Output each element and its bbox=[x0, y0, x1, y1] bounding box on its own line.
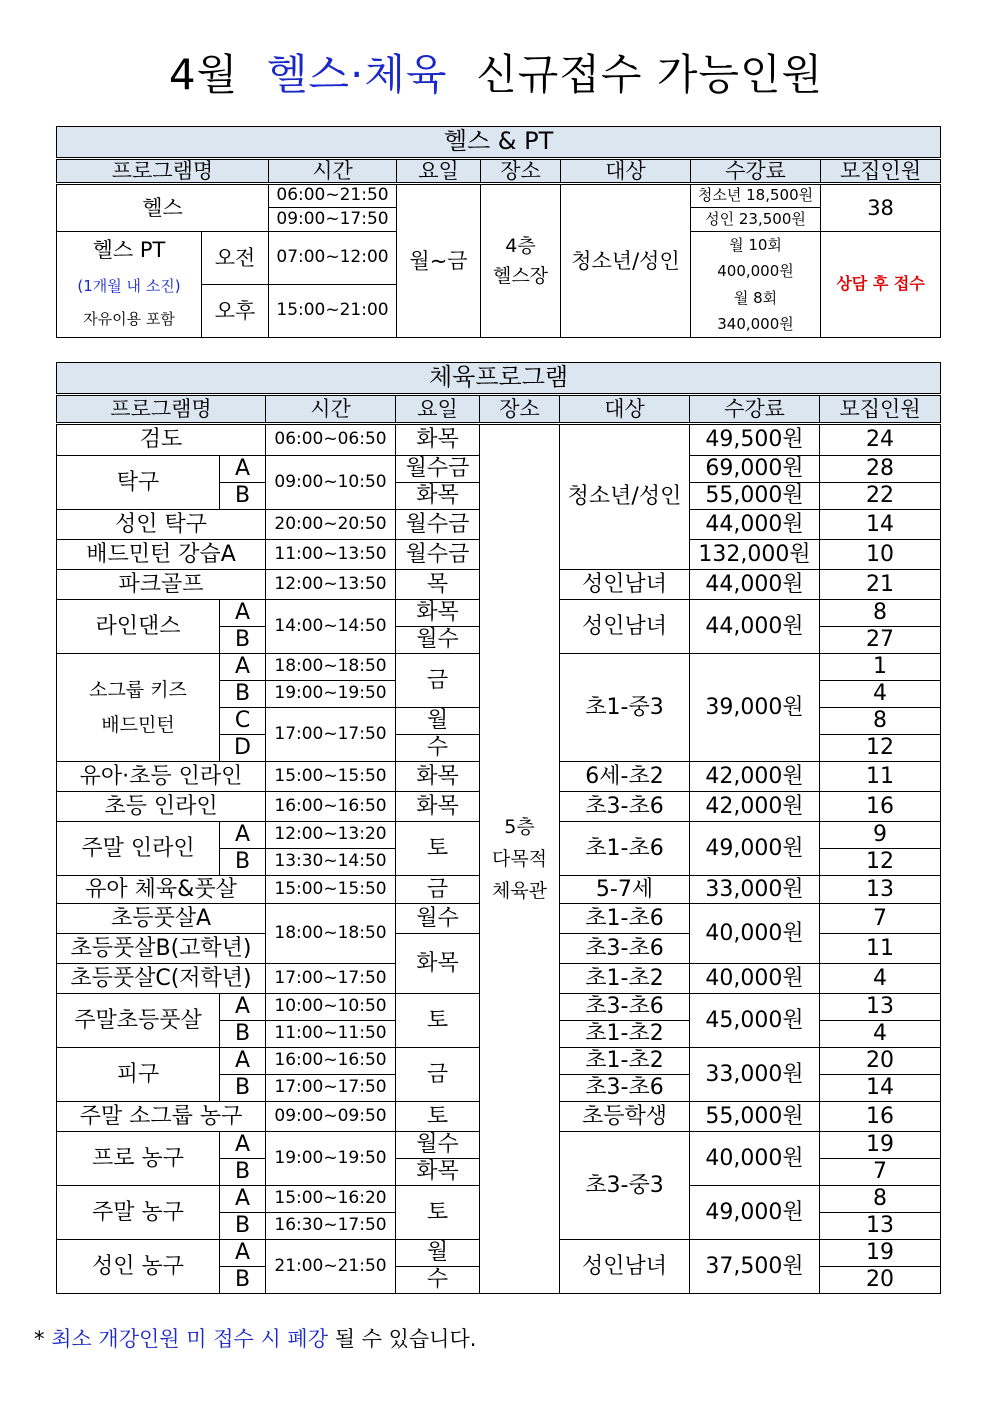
program-count: 13 bbox=[820, 994, 941, 1021]
pt-pm-time: 15:00~21:00 bbox=[269, 285, 397, 338]
program-day: 월 bbox=[396, 1240, 480, 1267]
program-count: 16 bbox=[820, 792, 941, 822]
program-count: 27 bbox=[820, 627, 941, 654]
program-time: 14:00~14:50 bbox=[266, 600, 396, 654]
program-count: 21 bbox=[820, 570, 941, 600]
program-count: 4 bbox=[820, 1021, 941, 1048]
program-day: 목 bbox=[396, 570, 480, 600]
program-name: 초등풋살B(고학년) bbox=[57, 934, 266, 964]
program-count: 7 bbox=[820, 1159, 941, 1186]
program-sub: A bbox=[220, 994, 266, 1021]
program-time: 09:00~10:50 bbox=[266, 456, 396, 510]
footnote: * 최소 개강인원 미 접수 시 폐강 될 수 있습니다. bbox=[34, 1327, 477, 1351]
program-count: 13 bbox=[820, 1213, 941, 1240]
program-day: 화목 bbox=[396, 792, 480, 822]
program-fee: 69,000원 bbox=[690, 456, 820, 483]
program-day: 화목 bbox=[396, 600, 480, 627]
program-target: 성인남녀 bbox=[560, 1240, 690, 1294]
program-count: 11 bbox=[820, 934, 941, 964]
program-sub: A bbox=[220, 600, 266, 627]
program-time: 06:00~06:50 bbox=[266, 424, 396, 456]
program-time: 16:00~16:50 bbox=[266, 1048, 396, 1075]
program-day: 화목 bbox=[396, 934, 480, 994]
program-sub: A bbox=[220, 456, 266, 483]
program-fee: 55,000원 bbox=[690, 483, 820, 510]
program-sub: B bbox=[220, 1267, 266, 1294]
header-count: 모집인원 bbox=[821, 159, 941, 184]
program-count: 19 bbox=[820, 1132, 941, 1159]
gym-count: 38 bbox=[821, 184, 941, 232]
program-fee: 40,000원 bbox=[690, 904, 820, 964]
program-fee: 44,000원 bbox=[690, 570, 820, 600]
program-sub: B bbox=[220, 849, 266, 876]
program-sub: C bbox=[220, 708, 266, 735]
program-sub: A bbox=[220, 654, 266, 681]
program-target: 청소년/성인 bbox=[560, 424, 690, 570]
program-name: 초등 인라인 bbox=[57, 792, 266, 822]
program-day: 월수금 bbox=[396, 456, 480, 483]
header-target: 대상 bbox=[561, 159, 691, 184]
program-name: 소그룹 키즈 배드민턴 bbox=[57, 654, 220, 762]
program-time: 11:00~13:50 bbox=[266, 540, 396, 570]
program-count: 11 bbox=[820, 762, 941, 792]
program-day: 월수금 bbox=[396, 510, 480, 540]
program-target: 초1-초2 bbox=[560, 1021, 690, 1048]
program-day: 화목 bbox=[396, 424, 480, 456]
program-day: 화목 bbox=[396, 483, 480, 510]
program-name: 성인 탁구 bbox=[57, 510, 266, 540]
program-fee: 55,000원 bbox=[690, 1102, 820, 1132]
program-time: 11:00~11:50 bbox=[266, 1021, 396, 1048]
health-table bbox=[56, 126, 941, 338]
program-fee: 44,000원 bbox=[690, 600, 820, 654]
table-row bbox=[57, 424, 941, 456]
program-day: 금 bbox=[396, 1048, 480, 1102]
program-name: 유아 체육&풋살 bbox=[57, 876, 266, 904]
program-count: 10 bbox=[820, 540, 941, 570]
program-day: 토 bbox=[396, 1102, 480, 1132]
header-fee: 수강료 bbox=[690, 395, 820, 424]
program-target: 초3-초6 bbox=[560, 994, 690, 1021]
program-target: 초1-초6 bbox=[560, 904, 690, 934]
program-count: 8 bbox=[820, 1186, 941, 1213]
program-time: 12:00~13:20 bbox=[266, 822, 396, 849]
program-day: 수 bbox=[396, 1267, 480, 1294]
program-fee: 49,000원 bbox=[690, 1186, 820, 1240]
program-time: 19:00~19:50 bbox=[266, 1132, 396, 1186]
header-count: 모집인원 bbox=[820, 395, 941, 424]
program-name: 피구 bbox=[57, 1048, 220, 1102]
program-fee: 42,000원 bbox=[690, 792, 820, 822]
program-day: 금 bbox=[396, 876, 480, 904]
program-target: 초1-초2 bbox=[560, 964, 690, 994]
program-time: 15:00~15:50 bbox=[266, 762, 396, 792]
program-count: 22 bbox=[820, 483, 941, 510]
program-count: 14 bbox=[820, 510, 941, 540]
health-caption: 헬스 & PT bbox=[57, 127, 941, 159]
program-fee: 132,000원 bbox=[690, 540, 820, 570]
program-target: 성인남녀 bbox=[560, 600, 690, 654]
program-name: 성인 농구 bbox=[57, 1240, 220, 1294]
program-count: 7 bbox=[820, 904, 941, 934]
program-fee: 40,000원 bbox=[690, 964, 820, 994]
sports-header-row bbox=[57, 395, 941, 424]
program-fee: 49,500원 bbox=[690, 424, 820, 456]
program-name: 초등풋살A bbox=[57, 904, 266, 934]
program-target: 초1-초6 bbox=[560, 822, 690, 876]
program-count: 8 bbox=[820, 708, 941, 735]
program-time: 15:00~16:20 bbox=[266, 1186, 396, 1213]
gym-fee-adult: 성인 23,500원 bbox=[691, 208, 821, 232]
program-fee: 44,000원 bbox=[690, 510, 820, 540]
header-time: 시간 bbox=[266, 395, 396, 424]
program-day: 월수 bbox=[396, 904, 480, 934]
sports-place: 5층 다목적 체육관 bbox=[480, 424, 560, 1294]
sports-caption: 체육프로그램 bbox=[57, 363, 941, 395]
program-sub: D bbox=[220, 735, 266, 762]
header-program: 프로그램명 bbox=[57, 159, 269, 184]
program-time: 18:00~18:50 bbox=[266, 654, 396, 681]
program-count: 20 bbox=[820, 1267, 941, 1294]
pt-pm: 오후 bbox=[202, 285, 269, 338]
program-name: 주말초등풋살 bbox=[57, 994, 220, 1048]
program-count: 28 bbox=[820, 456, 941, 483]
program-sub: B bbox=[220, 1159, 266, 1186]
header-target: 대상 bbox=[560, 395, 690, 424]
program-sub: B bbox=[220, 1075, 266, 1102]
program-time: 20:00~20:50 bbox=[266, 510, 396, 540]
title-highlight: 헬스·체육 bbox=[266, 50, 448, 99]
program-name: 초등풋살C(저학년) bbox=[57, 964, 266, 994]
program-day: 월 bbox=[396, 708, 480, 735]
program-name: 주말 인라인 bbox=[57, 822, 220, 876]
program-day: 화목 bbox=[396, 762, 480, 792]
program-sub: A bbox=[220, 822, 266, 849]
program-target: 5-7세 bbox=[560, 876, 690, 904]
program-count: 20 bbox=[820, 1048, 941, 1075]
program-sub: A bbox=[220, 1186, 266, 1213]
gym-time-2: 09:00~17:50 bbox=[269, 208, 397, 232]
header-place: 장소 bbox=[480, 395, 560, 424]
program-day: 금 bbox=[396, 654, 480, 708]
pt-am: 오전 bbox=[202, 232, 269, 285]
program-count: 1 bbox=[820, 654, 941, 681]
program-fee: 33,000원 bbox=[690, 1048, 820, 1102]
gym-days: 월~금 bbox=[397, 184, 481, 338]
program-fee: 37,500원 bbox=[690, 1240, 820, 1294]
program-count: 24 bbox=[820, 424, 941, 456]
program-count: 12 bbox=[820, 849, 941, 876]
program-time: 17:00~17:50 bbox=[266, 1075, 396, 1102]
program-name: 라인댄스 bbox=[57, 600, 220, 654]
program-sub: B bbox=[220, 483, 266, 510]
program-target: 초3-초6 bbox=[560, 1075, 690, 1102]
program-name: 배드민턴 강습A bbox=[57, 540, 266, 570]
program-sub: A bbox=[220, 1048, 266, 1075]
program-day: 토 bbox=[396, 822, 480, 876]
program-time: 12:00~13:50 bbox=[266, 570, 396, 600]
header-day: 요일 bbox=[396, 395, 480, 424]
program-day: 화목 bbox=[396, 1159, 480, 1186]
page-title: 4월 헬스·체육 신규접수 가능인원 bbox=[168, 50, 824, 99]
program-count: 19 bbox=[820, 1240, 941, 1267]
gym-name: 헬스 bbox=[57, 184, 269, 232]
gym-fee-youth: 청소년 18,500원 bbox=[691, 184, 821, 208]
program-count: 12 bbox=[820, 735, 941, 762]
program-sub: B bbox=[220, 681, 266, 708]
program-fee: 33,000원 bbox=[690, 876, 820, 904]
program-name: 유아·초등 인라인 bbox=[57, 762, 266, 792]
gym-time-1: 06:00~21:50 bbox=[269, 184, 397, 208]
program-time: 10:00~10:50 bbox=[266, 994, 396, 1021]
program-time: 09:00~09:50 bbox=[266, 1102, 396, 1132]
program-count: 13 bbox=[820, 876, 941, 904]
program-target: 초1-초2 bbox=[560, 1048, 690, 1075]
program-count: 4 bbox=[820, 681, 941, 708]
program-time: 17:00~17:50 bbox=[266, 708, 396, 762]
program-day: 토 bbox=[396, 994, 480, 1048]
pt-name: 헬스 PT (1개월 내 소진) 자유이용 포함 bbox=[57, 232, 202, 338]
program-fee: 39,000원 bbox=[690, 654, 820, 762]
program-fee: 49,000원 bbox=[690, 822, 820, 876]
program-target: 성인남녀 bbox=[560, 570, 690, 600]
header-fee: 수강료 bbox=[691, 159, 821, 184]
pt-fee: 월 10회 400,000원 월 8회 340,000원 bbox=[691, 232, 821, 338]
program-time: 16:00~16:50 bbox=[266, 792, 396, 822]
health-header-row bbox=[57, 159, 941, 184]
program-target: 초3-중3 bbox=[560, 1132, 690, 1240]
program-time: 15:00~15:50 bbox=[266, 876, 396, 904]
program-name: 파크골프 bbox=[57, 570, 266, 600]
program-target: 초3-초6 bbox=[560, 792, 690, 822]
program-fee: 42,000원 bbox=[690, 762, 820, 792]
sports-table bbox=[56, 362, 941, 1294]
program-time: 19:00~19:50 bbox=[266, 681, 396, 708]
program-sub: B bbox=[220, 1213, 266, 1240]
program-day: 월수 bbox=[396, 627, 480, 654]
program-name: 주말 소그룹 농구 bbox=[57, 1102, 266, 1132]
program-fee: 45,000원 bbox=[690, 994, 820, 1048]
program-name: 검도 bbox=[57, 424, 266, 456]
program-name: 주말 농구 bbox=[57, 1186, 220, 1240]
program-time: 21:00~21:50 bbox=[266, 1240, 396, 1294]
program-name: 프로 농구 bbox=[57, 1132, 220, 1186]
program-sub: A bbox=[220, 1240, 266, 1267]
program-sub: B bbox=[220, 1021, 266, 1048]
program-count: 4 bbox=[820, 964, 941, 994]
program-day: 토 bbox=[396, 1186, 480, 1240]
header-day: 요일 bbox=[397, 159, 481, 184]
pt-am-time: 07:00~12:00 bbox=[269, 232, 397, 285]
program-time: 13:30~14:50 bbox=[266, 849, 396, 876]
program-time: 16:30~17:50 bbox=[266, 1213, 396, 1240]
gym-target: 청소년/성인 bbox=[561, 184, 691, 338]
program-count: 16 bbox=[820, 1102, 941, 1132]
program-target: 6세-초2 bbox=[560, 762, 690, 792]
header-place: 장소 bbox=[481, 159, 561, 184]
program-time: 17:00~17:50 bbox=[266, 964, 396, 994]
program-day: 수 bbox=[396, 735, 480, 762]
program-target: 초1-중3 bbox=[560, 654, 690, 762]
program-target: 초3-초6 bbox=[560, 934, 690, 964]
program-count: 9 bbox=[820, 822, 941, 849]
pt-count: 상담 후 접수 bbox=[821, 232, 941, 338]
program-time: 18:00~18:50 bbox=[266, 904, 396, 964]
program-count: 14 bbox=[820, 1075, 941, 1102]
program-sub: B bbox=[220, 627, 266, 654]
program-sub: A bbox=[220, 1132, 266, 1159]
gym-place: 4층 헬스장 bbox=[481, 184, 561, 338]
program-day: 월수 bbox=[396, 1132, 480, 1159]
program-count: 8 bbox=[820, 600, 941, 627]
header-time: 시간 bbox=[269, 159, 397, 184]
program-day: 월수금 bbox=[396, 540, 480, 570]
header-program: 프로그램명 bbox=[57, 395, 266, 424]
program-target: 초등학생 bbox=[560, 1102, 690, 1132]
program-fee: 40,000원 bbox=[690, 1132, 820, 1186]
program-name: 탁구 bbox=[57, 456, 220, 510]
